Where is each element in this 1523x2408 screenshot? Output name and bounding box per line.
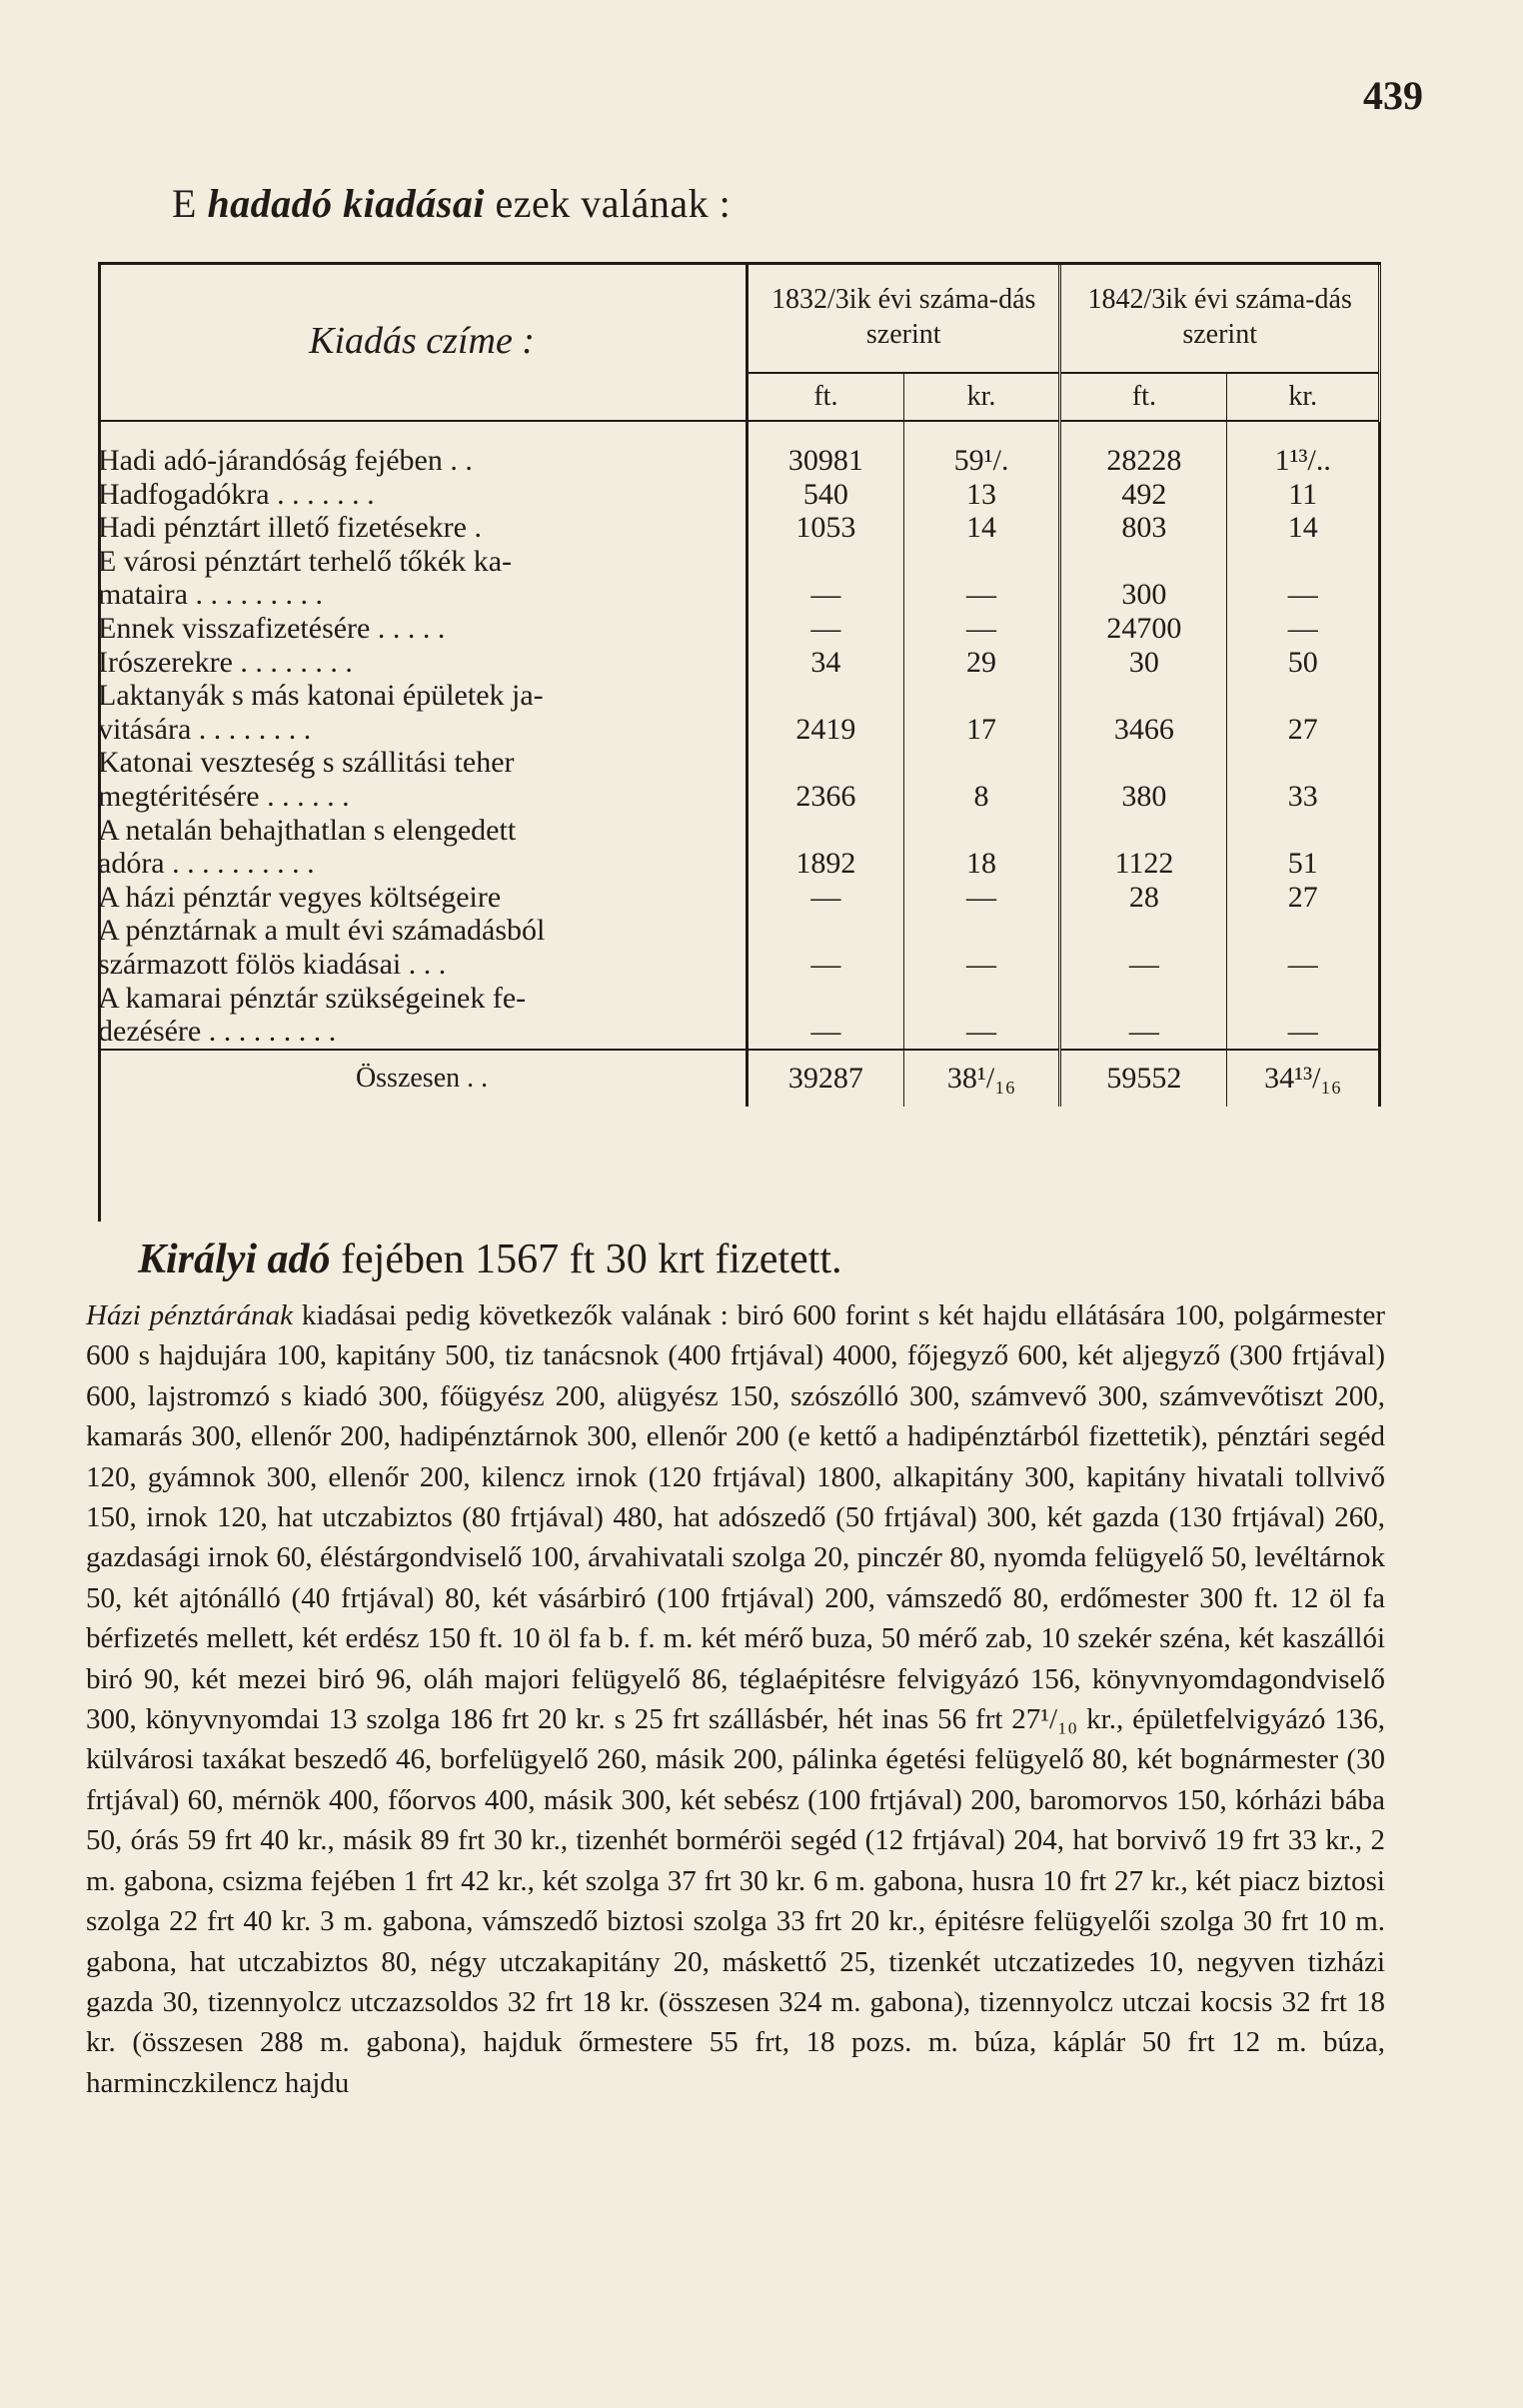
spacer-cell [748,421,904,444]
cell-kr-1832 [903,679,1060,713]
cell-kr-1842 [1227,679,1380,713]
expense-table-body [98,421,1380,1050]
unit-ft-header: ft. [1060,373,1227,421]
expense-table [98,262,1381,1107]
period-1832-header: 1832/3ik évi száma-dás szerint [748,262,1060,373]
cell-kr-1832: — [903,578,1060,612]
cell-ft-1842 [1060,679,1227,713]
row-label: adóra . . . . . . . . . . [98,847,748,881]
cell-kr-1832: — [903,881,1060,915]
table-spacer-row [98,421,1380,444]
row-label: A pénztárnak a mult évi számadásból [98,914,748,948]
cell-kr-1842: — [1227,612,1380,646]
unit-kr-header: kr. [903,373,1060,421]
cell-kr-1842: 1¹³/.. [1227,444,1380,478]
cell-ft-1842 [1060,746,1227,780]
cell-ft-1842: 803 [1060,511,1227,545]
spacer-cell [903,421,1060,444]
cell-ft-1842: — [1060,948,1227,982]
row-label: A házi pénztár vegyes költségeire [98,881,748,915]
cell-ft-1842: 28228 [1060,444,1227,478]
row-label: dezésére . . . . . . . . . [98,1015,748,1050]
cell-kr-1832 [903,545,1060,579]
total-ft-1832: 39287 [748,1050,904,1107]
page-heading [172,180,731,227]
cell-kr-1832: — [903,948,1060,982]
expense-table-container [98,262,1381,1221]
table-row [98,948,1380,982]
cell-ft-1832: 30981 [748,444,904,478]
table-row [98,914,1380,948]
cell-ft-1842 [1060,814,1227,848]
total-kr-1832: 38¹/₁₆ [903,1050,1060,1107]
table-row [98,646,1380,680]
cell-kr-1842 [1227,746,1380,780]
heading-emphasis: hadadó kiadásai [207,181,485,226]
label-column-header: Kiadás czíme : [98,262,748,421]
table-row [98,612,1380,646]
cell-ft-1842 [1060,545,1227,579]
total-ft-1842: 59552 [1060,1050,1227,1107]
cell-kr-1832: — [903,1015,1060,1050]
row-label: Irószerekre . . . . . . . . [98,646,748,680]
cell-ft-1842: — [1060,1015,1227,1050]
row-label: A kamarai pénztár szükségeinek fe- [98,982,748,1016]
total-kr-1842: 34¹³/₁₆ [1227,1050,1380,1107]
cell-kr-1842 [1227,545,1380,579]
cell-kr-1842: 11 [1227,478,1380,512]
cell-kr-1842: — [1227,578,1380,612]
cell-kr-1842: 50 [1227,646,1380,680]
cell-ft-1832 [748,746,904,780]
row-label: megtéritésére . . . . . . [98,780,748,814]
cell-kr-1832: 17 [903,713,1060,747]
cell-ft-1832: — [748,1015,904,1050]
paragraph-text: kiadásai pedig következők valának : biró 600 forint s két hajdu ellátására 100, polgármester 600 s hajdujára 100, kapitány 500, tiz tanácsnok (400 frtjával) 4000, főjegyző 600, két aljegyző (300 frtjával) 600, lajstromzó s kiadó 300, főügyész 200, alügyész 150, szószólló 300, számvevő 300, számvevőtiszt 200, kamarás 300, ellenőr 200, hadipénztárnok 300, ellenőr 200 (e kettő a hadipénztárból fizettetik), pénztári segéd 120, gyámnok 300, ellenőr 200, kilencz irnok (120 frtjával) 1800, alkapitány 300, kapitány hivatali tollvivő 150, irnok 120, hat utczabiztos (80 frtjával) 480, hat adószedő (50 frtjával) 300, két gazda (130 frtjával) 260, gazdasági irnok 60, éléstárgondviselő 100, árvahivatali szolga 20, pinczér 80, nyomda felügyelő 50, levéltárnok 50, két ajtónálló (40 frtjával) 80, két vásárbiró (100 frtjával) 200, vámszedő 80, erdőmester 300 ft. 12 öl fa bérfizetés mellett, két erdész 150 ft. 10 öl fa b. f. m. két mérő buza, 50 mérő zab, 10 szekér széna, két kaszállói biró 90, két mezei biró 96, oláh majori felügyelő 86, téglaépitésre felvigyázó 156, könyvnyomdagondviselő 300, könyvnyomdai 13 szolga 186 frt 20 kr. s 25 frt szállásbér, hét inas 56 frt 27¹/₁₀ kr., épületfelvigyázó 136, külvárosi taxákat beszedő 46, borfelügyelő 260, másik 200, pálinka égetési felügyelő 80, két bognármester (30 frtjával) 60, mérnök 400, főorvos 400, másik 300, két sebész (100 frtjával) 200, baromorvos 150, kórházi bába 50, órás 59 frt 40 kr., másik 89 frt 30 kr., tizenhét borméröi segéd (12 frtjával) 204, hat borvivő 19 frt 33 kr., 2 m. gabona, csizma fejében 1 frt 42 kr., két szolga 37 frt 30 kr. 6 m. gabona, husra 10 frt 27 kr., két piacz biztosi szolga 22 frt 40 kr. 3 m. gabona, vámszedő biztosi szolga 33 frt 20 kr., épitésre felügyelői szolga 30 frt 10 m. gabona, hat utczabiztos 80, négy utczakapitány 20, máskettő 25, tizenkét utczatizedes 10, negyven tizházi gazda 30, tizennyolcz utczazsoldos 32 frt 18 kr. (összesen 324 m. gabona), tizennyolcz utczai kocsis 32 frt 18 kr. (összesen 288 m. gabona), hajduk őrmestere 55 frt, 18 pozs. m. búza, káplár 50 frt 12 m. búza, harminczkilencz hajdu [86,1299,1385,2099]
table-row [98,847,1380,881]
cell-kr-1832: 59¹/. [903,444,1060,478]
row-label: Laktanyák s más katonai épületek ja- [98,679,748,713]
table-row [98,780,1380,814]
cell-kr-1842: — [1227,1015,1380,1050]
cell-ft-1842 [1060,914,1227,948]
cell-kr-1832 [903,814,1060,848]
row-label: Hadfogadókra . . . . . . . [98,478,748,512]
table-row [98,1015,1380,1050]
cell-ft-1842 [1060,982,1227,1016]
cell-ft-1842: 3466 [1060,713,1227,747]
cell-ft-1832 [748,545,904,579]
cell-ft-1832: 34 [748,646,904,680]
cell-kr-1832: — [903,612,1060,646]
table-row [98,478,1380,512]
cell-ft-1832: 2419 [748,713,904,747]
table-row [98,578,1380,612]
cell-kr-1842: 51 [1227,847,1380,881]
unit-kr-header: kr. [1227,373,1380,421]
table-row [98,814,1380,848]
cell-kr-1842 [1227,982,1380,1016]
table-row [98,713,1380,747]
table-row [98,881,1380,915]
cell-kr-1842 [1227,914,1380,948]
cell-ft-1832: 1053 [748,511,904,545]
cell-ft-1832: — [748,612,904,646]
cell-ft-1832 [748,814,904,848]
cell-kr-1832 [903,982,1060,1016]
table-row [98,511,1380,545]
table-row [98,545,1380,579]
cell-ft-1832: 540 [748,478,904,512]
cell-ft-1832: — [748,578,904,612]
royal-tax-text: fejében 1567 ft 30 krt fizetett. [341,1236,842,1282]
cell-kr-1832: 18 [903,847,1060,881]
cell-ft-1842: 1122 [1060,847,1227,881]
spacer-cell [1060,421,1227,444]
total-label: Összesen . . [98,1050,748,1107]
row-label: Ennek visszafizetésére . . . . . [98,612,748,646]
table-row [98,679,1380,713]
cell-kr-1842 [1227,814,1380,848]
cell-kr-1832: 8 [903,780,1060,814]
row-label: Katonai veszteség s szállitási teher [98,746,748,780]
row-label: mataira . . . . . . . . . [98,578,748,612]
cell-kr-1832 [903,914,1060,948]
cell-ft-1832 [748,914,904,948]
cell-kr-1832: 13 [903,478,1060,512]
heading-suffix: ezek valának : [495,181,732,226]
cell-kr-1842: 27 [1227,881,1380,915]
table-row [98,444,1380,478]
period-1842-header: 1842/3ik évi száma-dás szerint [1060,262,1380,373]
cell-ft-1832 [748,982,904,1016]
cell-ft-1842: 30 [1060,646,1227,680]
total-row [98,1050,1380,1107]
cell-kr-1842: 27 [1227,713,1380,747]
cell-ft-1832: 1892 [748,847,904,881]
cell-kr-1842: 14 [1227,511,1380,545]
row-label: E városi pénztárt terhelő tőkék ka- [98,545,748,579]
row-label: származott fölös kiadásai . . . [98,948,748,982]
row-label: Hadi pénztárt illető fizetésekre . [98,511,748,545]
cell-ft-1832 [748,679,904,713]
cell-kr-1842: 33 [1227,780,1380,814]
cell-kr-1832: 14 [903,511,1060,545]
royal-tax-line [138,1235,842,1283]
row-label: vitására . . . . . . . . [98,713,748,747]
cell-kr-1832 [903,746,1060,780]
cell-ft-1842: 24700 [1060,612,1227,646]
cell-ft-1842: 492 [1060,478,1227,512]
cell-kr-1842: — [1227,948,1380,982]
row-label: A netalán behajthatlan s elengedett [98,814,748,848]
cell-ft-1832: 2366 [748,780,904,814]
table-row [98,982,1380,1016]
page-number: 439 [1363,73,1423,118]
heading-prefix: E [172,181,197,226]
cell-ft-1832: — [748,948,904,982]
cell-kr-1832: 29 [903,646,1060,680]
table-row [98,746,1380,780]
cell-ft-1842: 28 [1060,881,1227,915]
spacer-cell [1227,421,1380,444]
cell-ft-1842: 300 [1060,578,1227,612]
unit-ft-header: ft. [748,373,904,421]
row-label: Hadi adó-járandóság fejében . . [98,444,748,478]
house-treasury-paragraph [86,1295,1385,2103]
spacer-cell [98,421,748,444]
royal-tax-emphasis: Királyi adó [138,1236,331,1282]
cell-ft-1832: — [748,881,904,915]
paragraph-emphasis: Házi pénztárának [86,1299,294,1331]
cell-ft-1842: 380 [1060,780,1227,814]
